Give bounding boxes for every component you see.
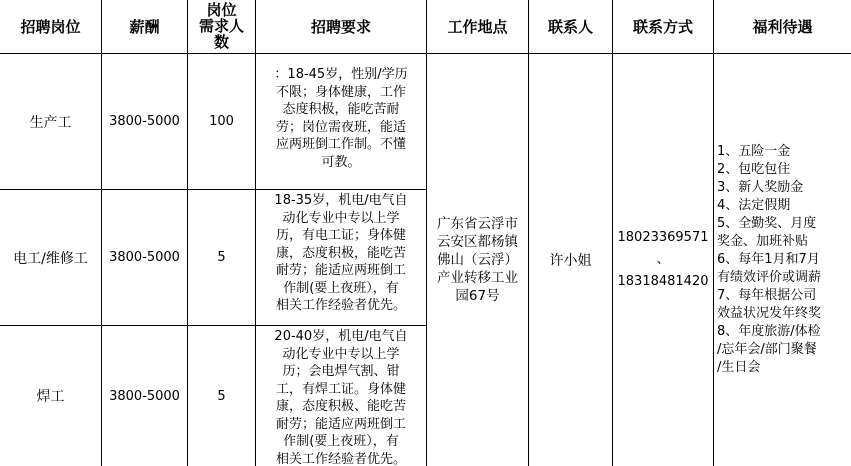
req-line: 动化专业中专以上学 (282, 210, 400, 226)
row3-position: 焊工 (0, 326, 102, 466)
benefit-line: 6、每年1月和7月 (717, 252, 820, 267)
phone-number: 18023369571 (617, 230, 709, 245)
req-line: 相关工作经验者优先。 (275, 298, 406, 313)
req-line: 18-35岁，机电/电气自 (274, 193, 408, 208)
header-count-line-2: 需求人 (198, 17, 244, 35)
header-location: 工作地点 (427, 0, 529, 54)
row1-requirements (256, 54, 427, 190)
req-line: 态度积极，能吃苦耐 (282, 102, 400, 117)
row2-salary: 3800-5000 (102, 190, 188, 326)
benefit-line: /忘年会/部门聚餐 (717, 342, 817, 357)
req-line: 可教。 (321, 154, 361, 170)
contact-person: 许小姐 (529, 54, 613, 466)
req-line: 动化专业中专以上学 (282, 346, 400, 362)
location-line: 园67号 (455, 288, 500, 304)
req-line: 应两班倒工作制。不懂 (275, 137, 406, 152)
req-line: 工，有焊工证。身体健 (275, 381, 406, 397)
benefit-line: 奖金、加班补贴 (717, 234, 809, 249)
req-line: 作制(要上夜班），有 (283, 280, 399, 296)
header-benefits: 福利待遇 (714, 0, 851, 54)
req-line: 相关工作经验者优先。 (275, 451, 406, 466)
work-location (427, 54, 529, 466)
req-line: 作制(要上夜班），有 (283, 434, 399, 449)
row2-count: 5 (188, 190, 256, 326)
contact-phone (613, 54, 714, 466)
req-line: 不限；身体健康，工作 (275, 84, 406, 100)
header-count-line-1: 岗位 (206, 1, 237, 19)
row3-salary: 3800-5000 (102, 326, 188, 466)
row3-requirements (256, 326, 427, 466)
benefit-line: 8、年度旅游/体检 (717, 324, 821, 339)
req-line: 20-40岁，机电/电气自 (274, 329, 408, 344)
benefit-line: 2、包吃包住 (717, 162, 791, 177)
req-line: 历，有电工证；身体健 (275, 228, 406, 243)
req-line: 耐劳；能适应两班倒工 (275, 416, 406, 432)
phone-number: 18318481420 (617, 274, 709, 289)
req-line: 康，态度积极，能吃苦 (275, 245, 406, 261)
header-count-line-3: 数 (213, 33, 229, 51)
benefits-list (714, 54, 851, 466)
header-salary: 薪酬 (102, 0, 188, 54)
header-phone: 联系方式 (613, 0, 714, 54)
row2-requirements (256, 190, 427, 326)
req-line: 劳；岗位需夜班，能适 (275, 119, 406, 135)
location-line: 广东省云浮市 (437, 216, 518, 232)
row1-salary: 3800-5000 (102, 54, 188, 190)
benefit-line: 效益状况发年终奖 (717, 306, 822, 321)
req-line: 耐劳；能适应两班倒工 (275, 263, 406, 278)
benefit-line: /生日会 (717, 360, 761, 375)
header-count (188, 0, 256, 54)
req-line: 历；会电焊气割、钳 (282, 364, 400, 379)
header-requirements: 招聘要求 (256, 0, 427, 54)
benefit-line: 3、新人奖励金 (717, 180, 804, 195)
benefit-line: 1、五险一金 (717, 144, 791, 159)
phone-separator: 、 (656, 252, 670, 267)
row1-position: 生产工 (0, 54, 102, 190)
req-line: 康，态度积极、能吃苦 (275, 399, 406, 414)
benefit-line: 7、每年根据公司 (717, 288, 817, 303)
location-line: 产业转移工业 (437, 270, 518, 286)
benefits-lines (717, 143, 821, 377)
req-line: ：18-45岁，性别/学历 (274, 67, 408, 82)
header-position: 招聘岗位 (0, 0, 102, 54)
location-line: 云安区都杨镇 (437, 234, 518, 250)
location-line: 佛山（云浮） (437, 252, 518, 268)
row2-position: 电工/维修工 (0, 190, 102, 326)
benefit-line: 5、全勤奖、月度 (717, 216, 817, 231)
row1-count: 100 (188, 54, 256, 190)
row3-count: 5 (188, 326, 256, 466)
benefit-line: 4、法定假期 (717, 198, 791, 213)
benefit-line: 有绩效评价或调薪 (717, 270, 822, 285)
header-contact: 联系人 (529, 0, 613, 54)
